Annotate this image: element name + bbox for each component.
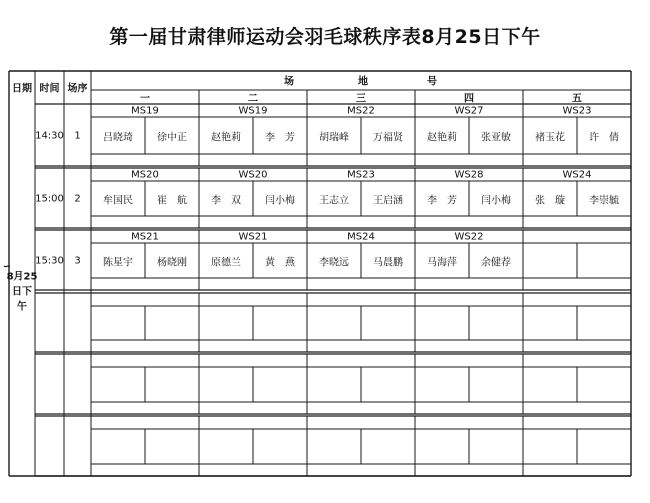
player-name: 余健荐 [481,257,511,268]
match-code: WS24 [562,169,592,181]
player-name: 杨晓刚 [157,257,187,268]
court-header-1: 一 [140,93,150,105]
player-name: 王志立 [319,195,349,206]
player-name: 赵艳莉 [211,132,241,143]
player-name: 马晨鹏 [373,257,403,268]
date-header: 日期 [12,83,32,95]
venue-title-char: 号 [427,76,437,88]
player-name: 黄 燕 [265,257,295,268]
match-code: WS23 [562,105,592,117]
player-name: 张亚敏 [481,132,511,143]
time-slot: 14:30 [35,130,64,141]
player-name: 褚玉花 [535,132,565,143]
time-header: 时间 [39,83,60,95]
player-name: 吕晓琦 [103,132,133,143]
time-slot: 15:30 [35,255,64,266]
match-code: MS21 [131,231,159,243]
court-header-5: 五 [572,93,582,105]
match-code: WS19 [238,105,268,117]
player-name: 李 双 [211,195,241,206]
player-name: 崔 航 [157,195,187,206]
player-name: 张 璇 [535,195,565,206]
player-name: 王启涵 [373,195,403,206]
match-code: WS20 [238,169,268,181]
date-mark: ∽ [2,261,12,273]
player-name: 徐中正 [157,132,187,143]
date-label-line: 8月25 [6,271,38,283]
seq-header: 场序 [67,83,88,95]
player-name: 万福贤 [373,132,403,143]
player-name: 李晓远 [319,257,349,268]
player-name: 许 倩 [589,132,619,143]
player-name: 李崇毓 [589,195,619,206]
player-name: 李 芳 [427,195,457,206]
player-name: 闫小梅 [481,195,511,206]
court-header-2: 二 [248,93,258,105]
player-name: 陈星宇 [103,257,133,268]
court-sequence: 3 [74,255,81,266]
player-name: 马海萍 [427,257,457,268]
player-name: 李 芳 [265,132,295,143]
match-code: WS22 [454,231,484,243]
match-code: WS28 [454,169,484,181]
court-sequence: 2 [74,193,81,204]
match-code: MS23 [347,169,375,181]
venue-title-char: 场 [284,76,294,88]
player-name: 原德兰 [211,257,241,268]
match-code: MS19 [131,105,159,117]
court-header-3: 三 [356,93,366,105]
page-title: 第一届甘肃律师运动会羽毛球秩序表8月25日下午 [109,26,541,48]
player-name: 闫小梅 [265,195,295,206]
match-code: WS27 [454,105,484,117]
time-slot: 15:00 [35,193,64,204]
match-code: MS22 [347,105,375,117]
player-name: 牟国民 [103,195,133,206]
date-label-line: 日下 [12,286,32,298]
match-code: WS21 [238,231,268,243]
court-header-4: 四 [464,93,474,105]
date-label-line: 午 [17,301,27,313]
player-name: 胡瑞峰 [319,132,349,143]
match-code: MS20 [131,169,159,181]
match-code: MS24 [347,231,375,243]
venue-title-char: 地 [358,76,368,88]
court-sequence: 1 [74,130,81,141]
player-name: 赵艳莉 [427,132,457,143]
